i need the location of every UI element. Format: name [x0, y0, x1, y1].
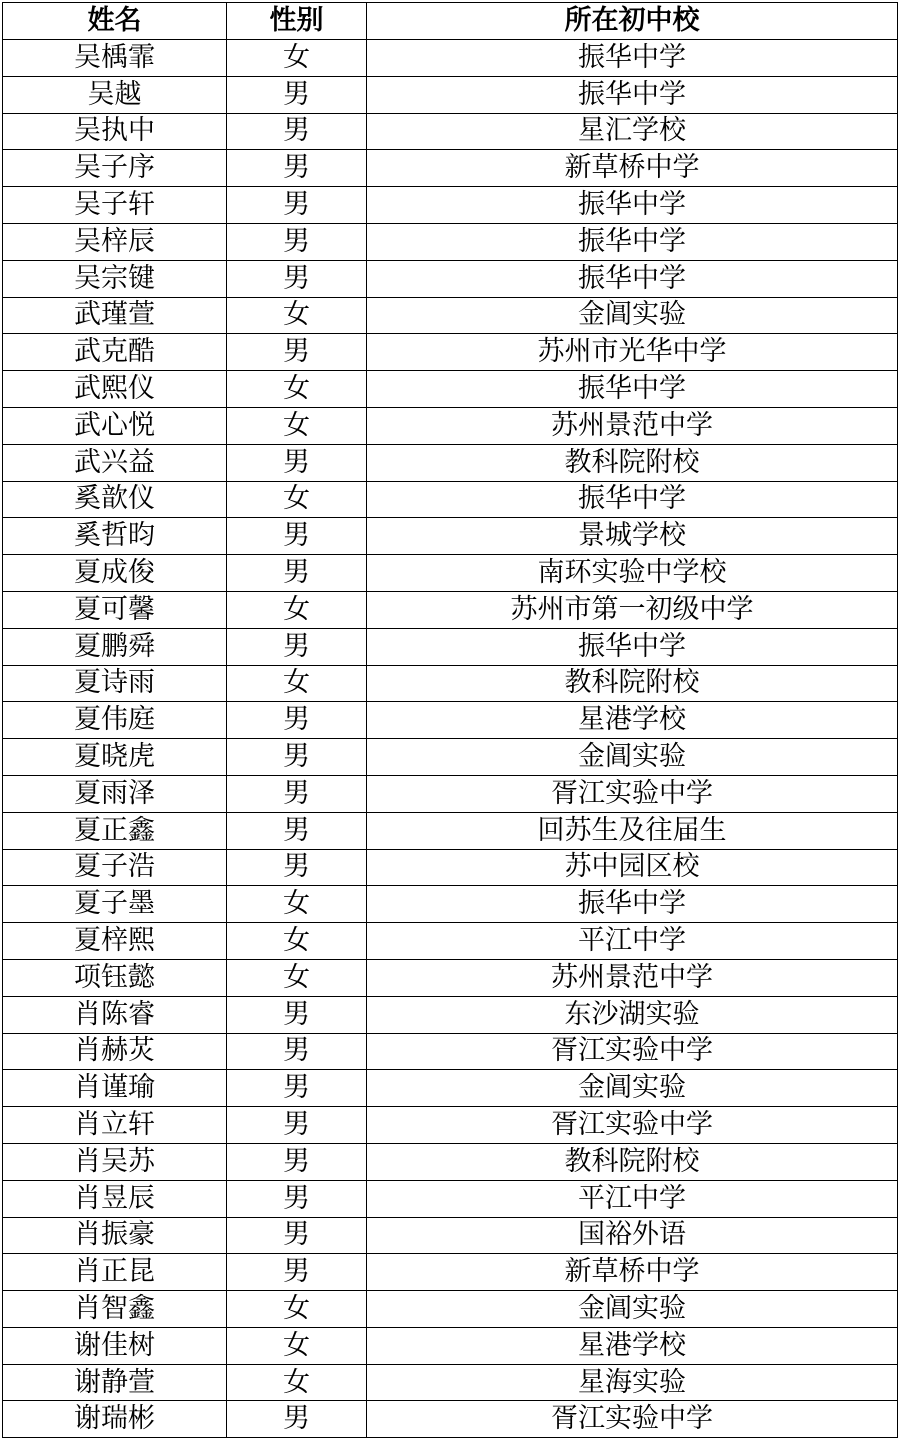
cell-name: 肖赫炗	[3, 1033, 227, 1070]
cell-school: 振华中学	[367, 886, 898, 923]
cell-name: 吴楀霏	[3, 40, 227, 77]
cell-school: 振华中学	[367, 371, 898, 408]
cell-name: 谢佳树	[3, 1327, 227, 1364]
cell-school: 胥江实验中学	[367, 775, 898, 812]
table-row	[3, 260, 898, 297]
cell-school: 平江中学	[367, 923, 898, 960]
cell-school: 教科院附校	[367, 444, 898, 481]
cell-school: 苏州市第一初级中学	[367, 591, 898, 628]
cell-gender: 男	[227, 113, 367, 150]
cell-school: 南环实验中学校	[367, 555, 898, 592]
cell-gender: 女	[227, 959, 367, 996]
table-row	[3, 923, 898, 960]
cell-name: 谢瑞彬	[3, 1401, 227, 1438]
table-row	[3, 1291, 898, 1328]
cell-gender: 女	[227, 1364, 367, 1401]
cell-name: 武兴益	[3, 444, 227, 481]
table-row	[3, 481, 898, 518]
cell-name: 吴梓辰	[3, 223, 227, 260]
cell-name: 夏子浩	[3, 849, 227, 886]
cell-gender: 男	[227, 1217, 367, 1254]
cell-name: 肖智鑫	[3, 1291, 227, 1328]
cell-school: 振华中学	[367, 260, 898, 297]
cell-gender: 男	[227, 812, 367, 849]
cell-gender: 男	[227, 150, 367, 187]
table-row	[3, 775, 898, 812]
header-gender: 性别	[227, 3, 367, 40]
cell-school: 平江中学	[367, 1180, 898, 1217]
cell-name: 夏可馨	[3, 591, 227, 628]
table-row	[3, 702, 898, 739]
cell-school: 教科院附校	[367, 665, 898, 702]
table-row	[3, 40, 898, 77]
table-row	[3, 297, 898, 334]
cell-school: 回苏生及往届生	[367, 812, 898, 849]
table-row	[3, 886, 898, 923]
cell-gender: 男	[227, 996, 367, 1033]
cell-gender: 女	[227, 40, 367, 77]
cell-name: 夏晓虎	[3, 739, 227, 776]
cell-gender: 女	[227, 886, 367, 923]
cell-name: 夏正鑫	[3, 812, 227, 849]
cell-gender: 男	[227, 1070, 367, 1107]
cell-name: 吴子轩	[3, 187, 227, 224]
cell-name: 夏子墨	[3, 886, 227, 923]
cell-gender: 男	[227, 223, 367, 260]
cell-school: 振华中学	[367, 187, 898, 224]
cell-school: 星海实验	[367, 1364, 898, 1401]
cell-gender: 男	[227, 1143, 367, 1180]
table-row	[3, 371, 898, 408]
cell-name: 武熙仪	[3, 371, 227, 408]
cell-gender: 男	[227, 555, 367, 592]
table-row	[3, 407, 898, 444]
cell-gender: 男	[227, 1401, 367, 1438]
student-table	[2, 2, 898, 1438]
table-row	[3, 849, 898, 886]
cell-gender: 男	[227, 1033, 367, 1070]
cell-name: 吴宗键	[3, 260, 227, 297]
cell-school: 金阊实验	[367, 1070, 898, 1107]
table-row	[3, 76, 898, 113]
cell-name: 吴越	[3, 76, 227, 113]
cell-name: 夏成俊	[3, 555, 227, 592]
table-row	[3, 1033, 898, 1070]
cell-school: 星汇学校	[367, 113, 898, 150]
cell-school: 苏州市光华中学	[367, 334, 898, 371]
cell-name: 项钰懿	[3, 959, 227, 996]
cell-name: 肖立轩	[3, 1107, 227, 1144]
cell-gender: 女	[227, 407, 367, 444]
table-row	[3, 1254, 898, 1291]
cell-school: 教科院附校	[367, 1143, 898, 1180]
table-row	[3, 812, 898, 849]
cell-name: 武瑾萱	[3, 297, 227, 334]
cell-gender: 女	[227, 481, 367, 518]
cell-school: 振华中学	[367, 76, 898, 113]
cell-name: 肖正昆	[3, 1254, 227, 1291]
cell-gender: 男	[227, 1180, 367, 1217]
cell-gender: 男	[227, 260, 367, 297]
cell-school: 胥江实验中学	[367, 1401, 898, 1438]
header-name: 姓名	[3, 3, 227, 40]
table-row	[3, 1107, 898, 1144]
cell-school: 苏州景范中学	[367, 959, 898, 996]
cell-school: 星港学校	[367, 1327, 898, 1364]
cell-name: 夏诗雨	[3, 665, 227, 702]
cell-name: 夏雨泽	[3, 775, 227, 812]
cell-gender: 男	[227, 628, 367, 665]
table-row	[3, 223, 898, 260]
cell-gender: 男	[227, 739, 367, 776]
cell-gender: 女	[227, 1327, 367, 1364]
cell-school: 新草桥中学	[367, 1254, 898, 1291]
header-school: 所在初中校	[367, 3, 898, 40]
table-row	[3, 113, 898, 150]
cell-school: 金阊实验	[367, 1291, 898, 1328]
cell-gender: 男	[227, 187, 367, 224]
table-row	[3, 959, 898, 996]
table-row	[3, 1180, 898, 1217]
table-row	[3, 996, 898, 1033]
cell-gender: 男	[227, 849, 367, 886]
cell-gender: 女	[227, 297, 367, 334]
table-row	[3, 591, 898, 628]
cell-name: 武心悦	[3, 407, 227, 444]
cell-name: 肖陈睿	[3, 996, 227, 1033]
table-row	[3, 1217, 898, 1254]
cell-school: 国裕外语	[367, 1217, 898, 1254]
cell-name: 武克酷	[3, 334, 227, 371]
cell-school: 振华中学	[367, 40, 898, 77]
table-row	[3, 334, 898, 371]
table-row	[3, 1143, 898, 1180]
cell-gender: 男	[227, 702, 367, 739]
cell-name: 吴执中	[3, 113, 227, 150]
cell-name: 谢静萱	[3, 1364, 227, 1401]
cell-school: 胥江实验中学	[367, 1107, 898, 1144]
table-row	[3, 518, 898, 555]
cell-gender: 男	[227, 1107, 367, 1144]
cell-gender: 男	[227, 518, 367, 555]
cell-school: 振华中学	[367, 628, 898, 665]
cell-name: 夏伟庭	[3, 702, 227, 739]
cell-name: 奚歆仪	[3, 481, 227, 518]
table-row	[3, 628, 898, 665]
cell-school: 振华中学	[367, 223, 898, 260]
cell-name: 夏鹏舜	[3, 628, 227, 665]
cell-school: 苏中园区校	[367, 849, 898, 886]
table-row	[3, 1364, 898, 1401]
cell-school: 振华中学	[367, 481, 898, 518]
cell-school: 胥江实验中学	[367, 1033, 898, 1070]
cell-gender: 女	[227, 591, 367, 628]
cell-gender: 男	[227, 1254, 367, 1291]
cell-name: 肖吴苏	[3, 1143, 227, 1180]
table-body	[3, 40, 898, 1438]
cell-school: 景城学校	[367, 518, 898, 555]
table-row	[3, 187, 898, 224]
table-row	[3, 739, 898, 776]
cell-gender: 男	[227, 334, 367, 371]
table-row	[3, 1070, 898, 1107]
cell-gender: 女	[227, 371, 367, 408]
cell-gender: 女	[227, 1291, 367, 1328]
table-row	[3, 1401, 898, 1438]
cell-school: 星港学校	[367, 702, 898, 739]
cell-name: 肖谨瑜	[3, 1070, 227, 1107]
table-row	[3, 665, 898, 702]
cell-name: 肖振豪	[3, 1217, 227, 1254]
table-row	[3, 444, 898, 481]
cell-gender: 女	[227, 923, 367, 960]
cell-name: 奚哲昀	[3, 518, 227, 555]
cell-school: 新草桥中学	[367, 150, 898, 187]
table-row	[3, 150, 898, 187]
cell-school: 东沙湖实验	[367, 996, 898, 1033]
table-row	[3, 555, 898, 592]
table-header-row	[3, 3, 898, 40]
cell-name: 肖昱辰	[3, 1180, 227, 1217]
cell-school: 苏州景范中学	[367, 407, 898, 444]
cell-name: 夏梓熙	[3, 923, 227, 960]
cell-gender: 男	[227, 444, 367, 481]
cell-name: 吴子序	[3, 150, 227, 187]
cell-school: 金阊实验	[367, 297, 898, 334]
cell-gender: 女	[227, 665, 367, 702]
table-row	[3, 1327, 898, 1364]
cell-school: 金阊实验	[367, 739, 898, 776]
cell-gender: 男	[227, 775, 367, 812]
cell-gender: 男	[227, 76, 367, 113]
